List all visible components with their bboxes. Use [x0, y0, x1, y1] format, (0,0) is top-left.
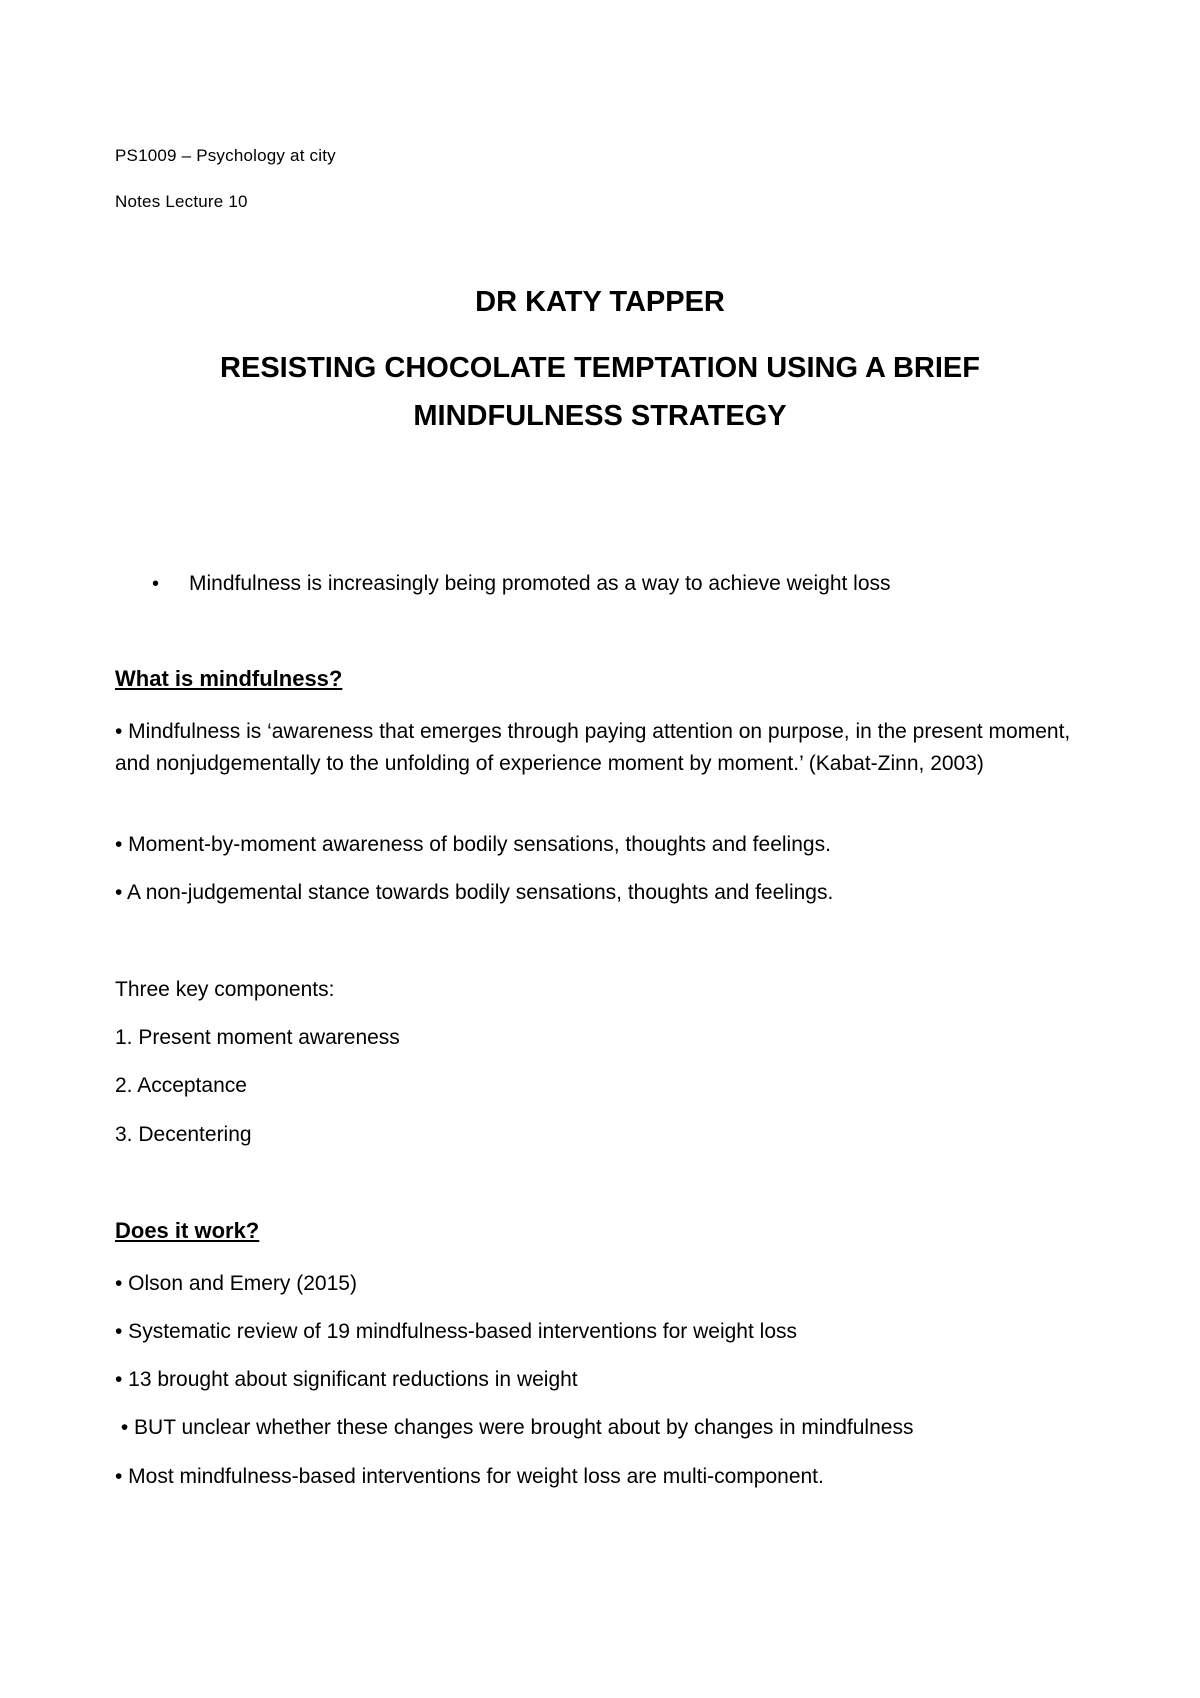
lecture-notes-label: Notes Lecture 10 — [115, 192, 248, 211]
lecturer-name: DR KATY TAPPER — [475, 286, 725, 318]
intro-text: Mindfulness is increasingly being promoted as a way to achieve weight loss — [189, 572, 891, 595]
component-item: 3. Decentering — [115, 1123, 252, 1146]
list-item: • Most mindfulness-based interventions for weight loss are multi-component. — [115, 1465, 824, 1488]
components-label: Three key components: — [115, 978, 335, 1001]
component-item: 1. Present moment awareness — [115, 1026, 400, 1049]
intro-bullet-icon: • — [152, 573, 160, 595]
course-header: PS1009 – Psychology at city — [115, 146, 336, 165]
mindfulness-definition: • Mindfulness is ‘awareness that emerges through paying attention on purpose, in the present moment, and nonjudgementally to the unfolding of experience moment by moment.’ (Kabat-Zinn, 2003) — [115, 720, 1071, 775]
list-item: • Moment-by-moment awareness of bodily sensations, thoughts and feelings. — [115, 833, 831, 856]
list-item: • BUT unclear whether these changes were brought about by changes in mindfulness — [115, 1416, 914, 1439]
list-item: • 13 brought about significant reductions in weight — [115, 1368, 578, 1391]
list-item: • A non-judgemental stance towards bodily sensations, thoughts and feelings. — [115, 881, 834, 904]
component-item: 2. Acceptance — [115, 1074, 247, 1097]
document-title-line2: MINDFULNESS STRATEGY — [413, 400, 787, 432]
document-title-line1: RESISTING CHOCOLATE TEMPTATION USING A BRIEF — [220, 352, 980, 384]
section-heading-does-it-work: Does it work? — [115, 1218, 260, 1243]
list-item: • Olson and Emery (2015) — [115, 1272, 357, 1295]
section-heading-what-is-mindfulness: What is mindfulness? — [115, 666, 343, 691]
list-item: • Systematic review of 19 mindfulness-based interventions for weight loss — [115, 1320, 797, 1343]
